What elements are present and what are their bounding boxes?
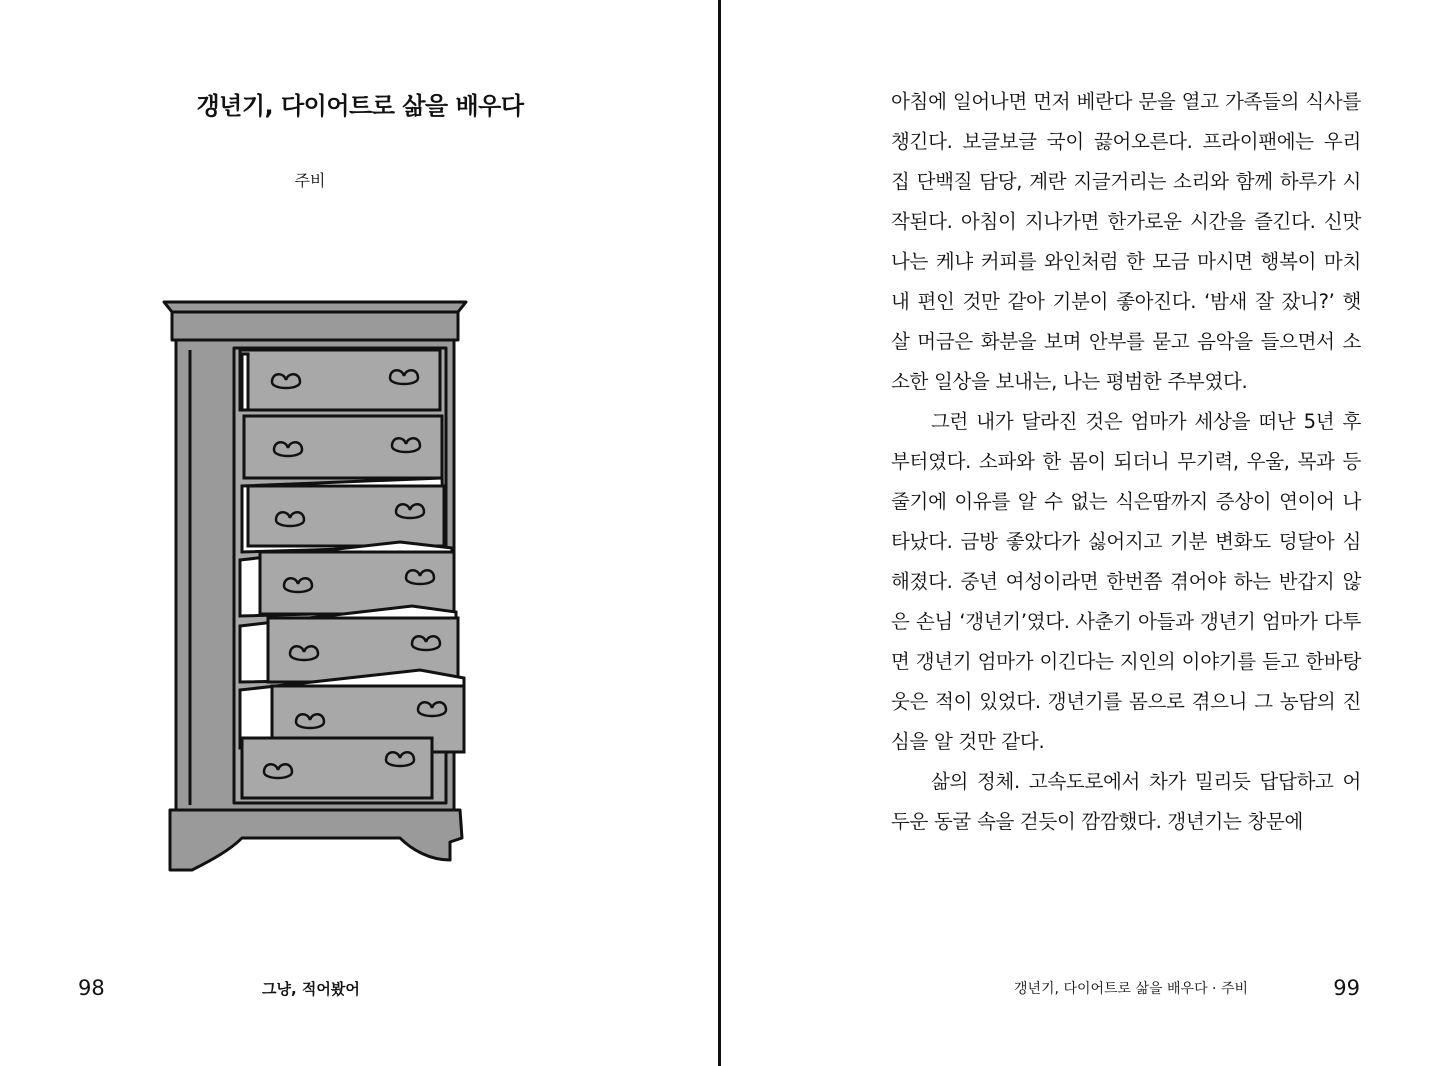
running-head-left: 그냥, 적어봤어 <box>262 980 360 998</box>
right-page <box>721 0 1440 1066</box>
body-text <box>891 82 1361 842</box>
page-number-left: 98 <box>78 976 105 1000</box>
chapter-title: 갱년기, 다이어트로 삶을 배우다 <box>196 92 524 120</box>
paragraph-2: 그런 내가 달라진 것은 엄마가 세상을 떠난 5년 후부터였다. 소파와 한 몸이 되더니 무기력, 우울, 목과 등줄기에 이유를 알 수 없는 식은땀까지 증상이 연이어 나타났다. 금방 좋았다가 싫어지고 기분 변화도 덩달아 심해졌다. 중년 여성이라면 한번쯤 겪어야 하는 반갑지 않은 손님 ‘갱년기’였다. 사춘기 아들과 갱년기 엄마가 다투면 갱년기 엄마가 이긴다는 지인의 이야기를 듣고 한바탕 웃은 적이 있었다. 갱년기를 몸으로 겪으니 그 농담의 진심을 알 것만 같다. <box>891 410 1361 753</box>
paragraph-1: 아침에 일어나면 먼저 베란다 문을 열고 가족들의 식사를 챙긴다. 보글보글 국이 끓어오른다. 프라이팬에는 우리 집 단백질 담당, 계란 지글거리는 소리와 함께 하루가 시작된다. 아침이 지나가면 한가로운 시간을 즐긴다. 신맛 나는 케냐 커피를 와인처럼 한 모금 마시면 행복이 마치 내 편인 것만 같아 기분이 좋아진다. ‘밤새 잘 잤니?’ 햇살 머금은 화분을 보며 안부를 묻고 음악을 들으면서 소소한 일상을 보내는, 나는 평범한 주부였다. <box>891 90 1361 393</box>
chest-of-drawers-illustration <box>150 290 480 880</box>
running-head-right: 갱년기, 다이어트로 삶을 배우다 · 주비 <box>1013 981 1248 997</box>
author-name: 주비 <box>294 171 326 190</box>
left-page <box>0 0 719 1066</box>
paragraph-3: 삶의 정체. 고속도로에서 차가 밀리듯 답답하고 어두운 동굴 속을 걷듯이 깜깜했다. 갱년기는 창문에 <box>891 770 1361 833</box>
page-number-right: 99 <box>1333 976 1360 1000</box>
